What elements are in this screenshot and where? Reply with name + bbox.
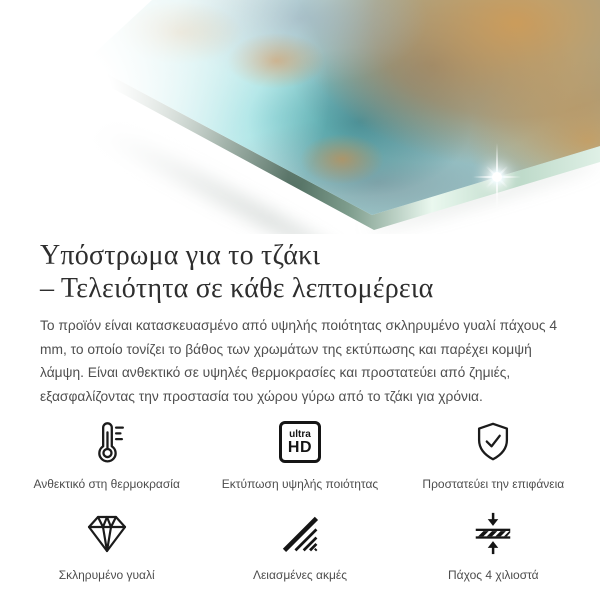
ultra-hd-icon-text-bottom: HD <box>287 438 313 456</box>
feature-polished-edges <box>203 509 396 582</box>
ultra-hd-icon-text-top: ultra <box>289 428 311 440</box>
feature-label: Ανθεκτικό στη θερμοκρασία <box>33 477 180 491</box>
page-title-line1: Υπόστρωμα για το τζάκι <box>40 240 321 271</box>
feature-label: Λειασμένες ακμές <box>252 568 348 582</box>
feature-surface-protection <box>397 418 590 491</box>
shield-check-icon <box>470 418 516 466</box>
thermometer-icon <box>84 418 130 466</box>
product-description-text: Το προϊόν είναι κατασκευασμένο από υψηλής ποιότητας σκληρυμένο γυαλί πάχους 4 mm, το οποίο τονίζει το βάθος των χρωμάτων της εκτύπωσης και παρέχει κομψή λάμψη. Είναι ανθεκτικό σε υψηλές θερμοκρασίες και προστατεύει από ζημιές, εξασφαλίζοντας την προστασία του χώρου γύρω από το τζάκι για χρόνια. <box>40 318 558 404</box>
diamond-icon <box>83 509 131 557</box>
feature-label: Εκτύπωση υψηλής ποιότητας <box>221 477 379 491</box>
feature-tempered-glass <box>10 509 203 582</box>
feature-grid <box>0 418 600 582</box>
page-title-line2: – Τελειότητα σε κάθε λεπτομέρεια <box>40 273 434 304</box>
feature-label: Προστατεύει την επιφάνεια <box>422 477 565 491</box>
feature-label: Πάχος 4 χιλιοστά <box>448 568 539 582</box>
feature-thickness <box>397 509 590 582</box>
feature-label: Σκληρυμένο γυαλί <box>58 568 155 582</box>
ultra-hd-icon <box>279 418 321 466</box>
page-title <box>0 234 600 305</box>
glass-panel-artwork <box>0 0 600 234</box>
feature-temperature-resistant <box>10 418 203 491</box>
polished-edges-icon <box>278 509 322 557</box>
product-photo <box>0 0 600 234</box>
thickness-icon <box>470 509 516 557</box>
feature-hd-print <box>203 418 396 491</box>
